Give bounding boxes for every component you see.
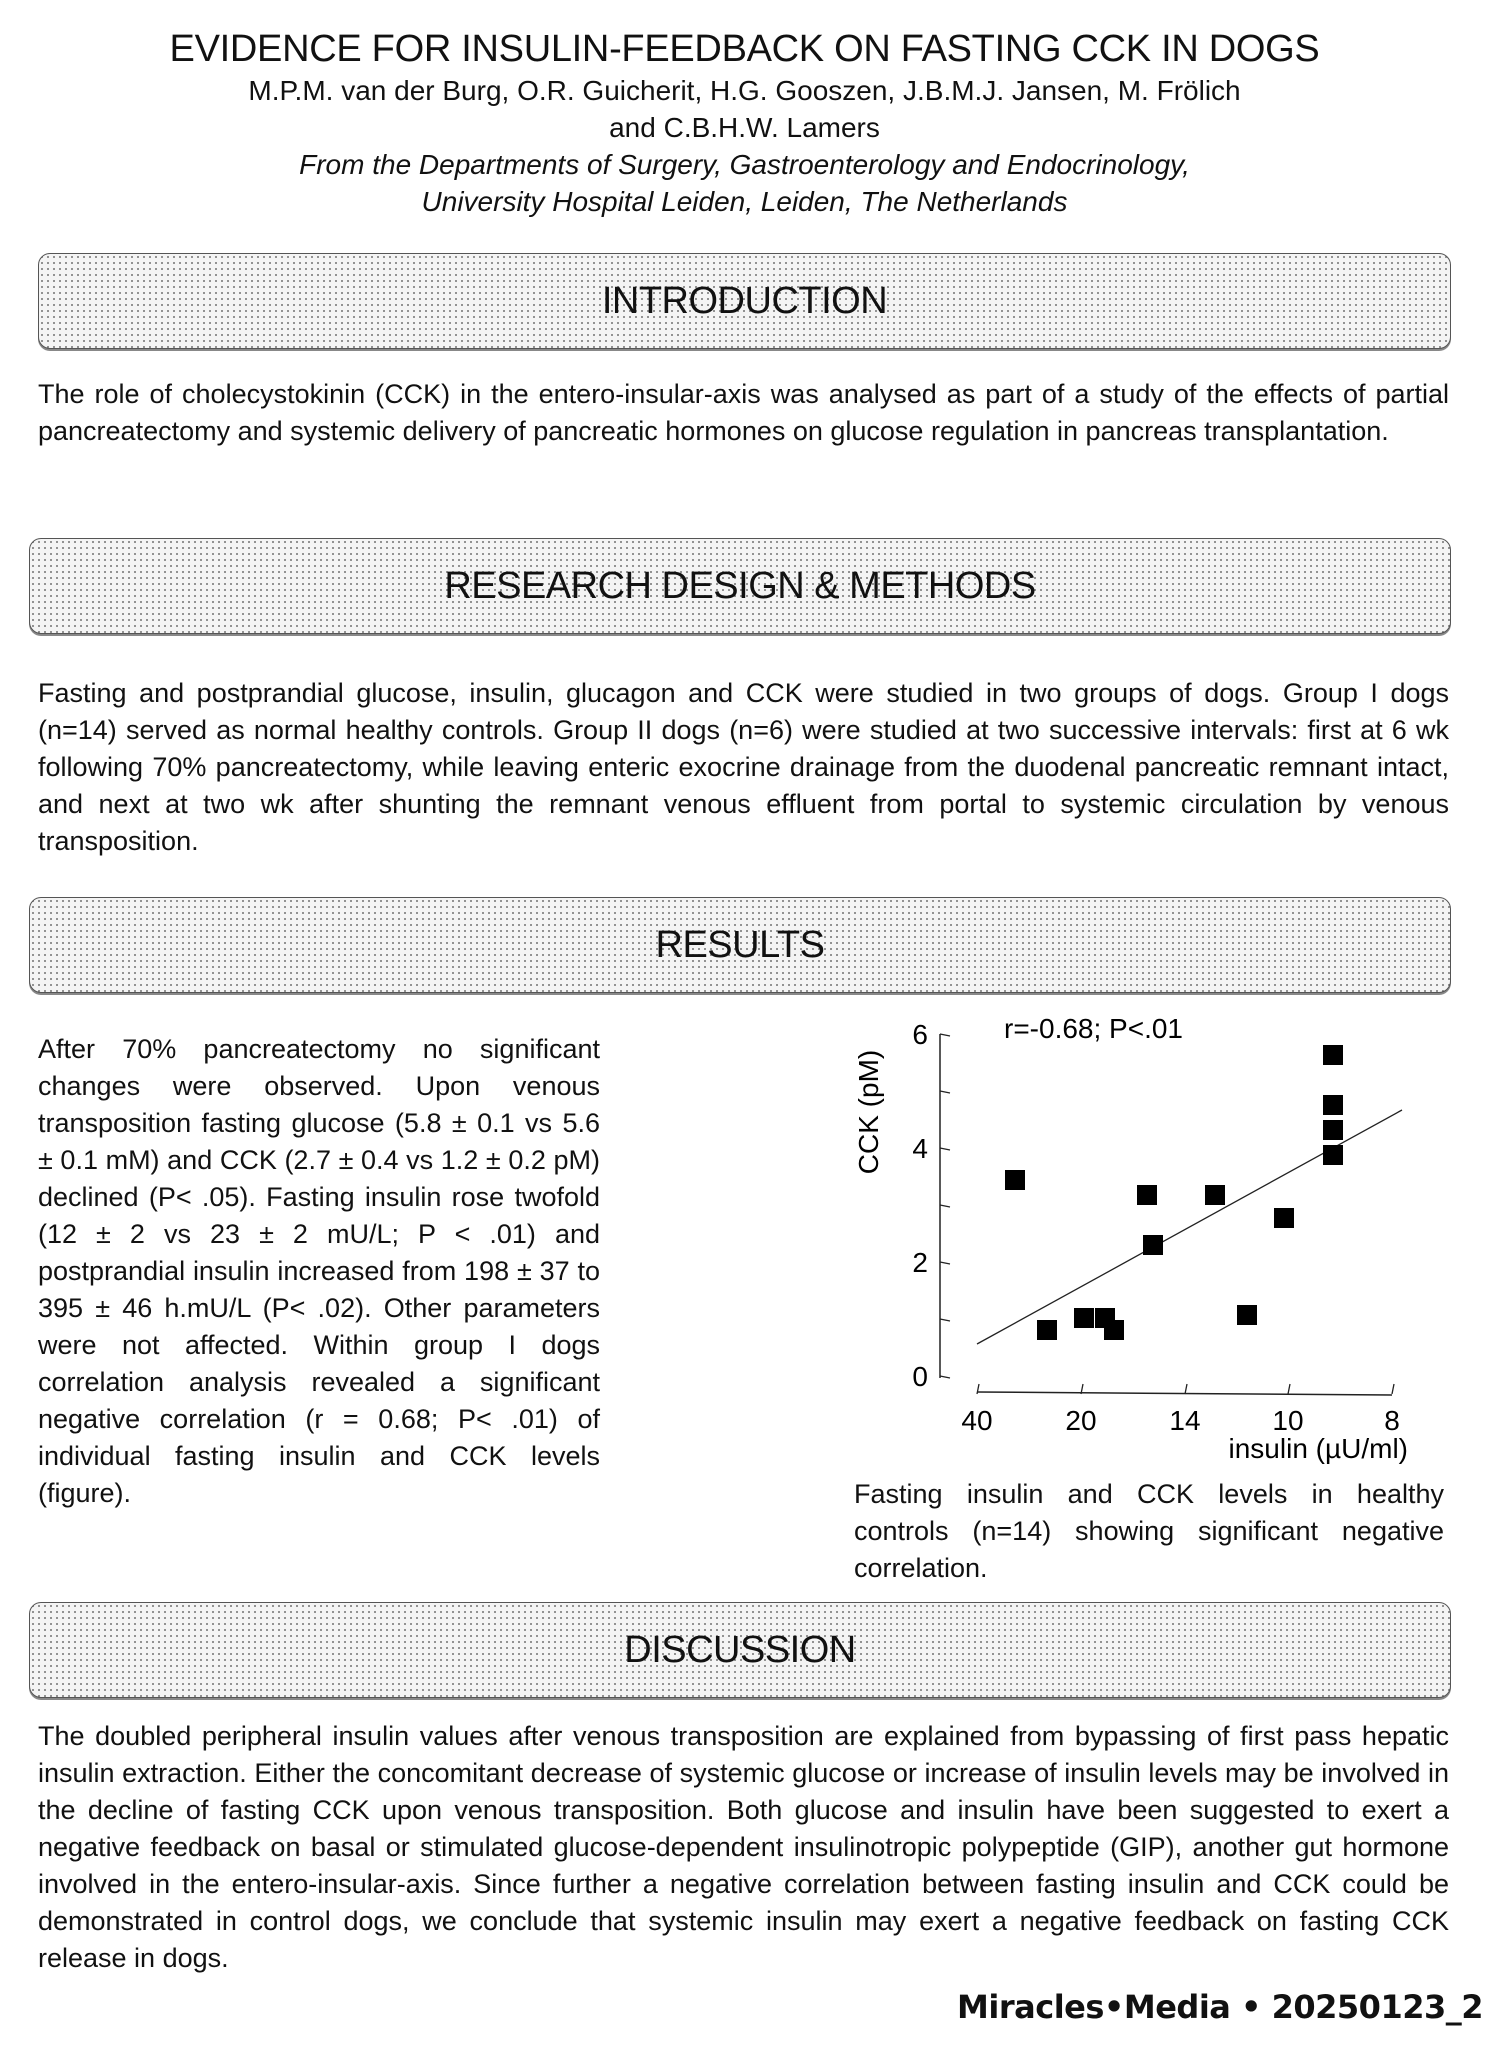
data-point-square [1323,1045,1343,1065]
y-tick-label: 4 [912,1133,928,1164]
discussion-text: The doubled peripheral insulin values after venous transposition are explained from bypassing of first pass hepatic insulin extraction. Either the concomitant decrease of systemic glucose or increase of insulin levels may be involved in the decline of fasting CCK upon venous transposition. Both glucose and insulin have been suggested to exert a negative feedback on basal or stimulated glucose-dependent insulinotropic polypeptide (GIP), another gut hormone involved in the entero-insular-axis. Since further a negative correlation between fasting insulin and CCK could be demonstrated in control dogs, we conclude that systemic insulin may exert a negative feedback on fasting CCK release in dogs. [38,1721,1449,1973]
x-tick [1288,1384,1290,1394]
x-axis-label: insulin (µU/ml) [1228,1433,1408,1464]
watermark: Miracles•Media • 20250123_2 [957,1988,1483,2026]
introduction-text: The role of cholecystokinin (CCK) in the entero-insular-axis was analysed as part of a study of the effects of partial pancreatectomy and systemic delivery of pancreatic hormones on glucose regulation in pancreas transplantation. [38,379,1449,446]
y-tick-label: 2 [912,1247,928,1278]
y-tick [940,1034,950,1036]
y-tick-label: 6 [912,1019,928,1050]
poster-title: EVIDENCE FOR INSULIN-FEEDBACK ON FASTING CCK IN DOGS [169,28,1320,70]
results-banner [29,897,1451,993]
x-tick-label: 14 [1169,1405,1201,1436]
x-tick-label: 40 [961,1405,993,1436]
introduction-banner [38,253,1451,349]
y-tick [940,1262,950,1264]
data-point-square [1323,1095,1343,1115]
figure-caption: Fasting insulin and CCK levels in healthy controls (n=14) showing significant negative correlation. [854,1479,1444,1583]
y-tick [940,1376,950,1378]
y-minor-tick [940,1091,950,1093]
authors-line-1: M.P.M. van der Burg, O.R. Guicherit, H.G. Gooszen, J.B.M.J. Jansen, M. Frölich [248,75,1241,106]
affiliation-line-2: University Hospital Leiden, Leiden, The Netherlands [421,186,1068,217]
x-tick [1392,1384,1394,1394]
y-axis-label: CCK (pM) [853,1049,884,1175]
y-tick-label: 0 [912,1361,928,1392]
x-tick-label: 10 [1272,1405,1304,1436]
discussion-banner [29,1602,1451,1698]
data-point-square [1005,1170,1025,1190]
y-axis-ticks [912,1019,950,1392]
scatter-chart [840,1000,1460,1470]
poster-header [0,26,1489,220]
x-tick [1185,1384,1187,1394]
data-point-square [1074,1308,1094,1328]
scatter-plot-svg [840,1000,1460,1470]
y-minor-tick [940,1319,950,1321]
x-tick-label: 20 [1065,1405,1097,1436]
x-tick-label: 8 [1384,1405,1400,1436]
data-point-square [1323,1145,1343,1165]
affiliation-line-1: From the Departments of Surgery, Gastroenterology and Endocrinology, [299,149,1190,180]
discussion-heading: DISCUSSION [624,1628,856,1671]
results-heading: RESULTS [655,923,825,966]
y-minor-tick [940,1205,950,1207]
data-point-square [1037,1320,1057,1340]
data-point-square [1237,1305,1257,1325]
results-text: After 70% pancreatectomy no significant changes were observed. Upon venous transposition fasting glucose (5.8 ± 0.1 vs 5.6 ± 0.1 mM) and CCK (2.7 ± 0.4 vs 1.2 ± 0.2 pM) declined (P< .05). Fasting insulin rose twofold (12 ± 2 vs 23 ± 2 mU/L; P < .01) and postprandial insulin increased from 198 ± 37 to 395 ± 46 h.mU/L (P< .02). Other parameters were not affected. Within group I dogs correlation analysis revealed a significant negative correlation (r = 0.68; P< .01) of individual fasting insulin and CCK levels (figure). [38,1034,600,1508]
methods-text: Fasting and postprandial glucose, insulin, glucagon and CCK were studied in two groups of dogs. Group I dogs (n=14) served as normal healthy controls. Group II dogs (n=6) were studied at two successive intervals: first at 6 wk following 70% pancreatectomy, while leaving enteric exocrine drainage from the duodenal pancreatic remnant intact, and next at two wk after shunting the remnant venous effluent from portal to systemic circulation by venous transposition. [38,678,1449,856]
data-point-square [1274,1208,1294,1228]
data-point-square [1137,1185,1157,1205]
y-tick [940,1148,950,1150]
data-points [1005,1045,1343,1340]
data-point-square [1323,1120,1343,1140]
introduction-heading: INTRODUCTION [601,279,888,322]
data-point-square [1205,1185,1225,1205]
correlation-annotation: r=-0.68; P<.01 [1004,1013,1184,1044]
data-point-square [1104,1320,1124,1340]
data-point-square [1143,1235,1163,1255]
authors-line-2: and C.B.H.W. Lamers [609,112,880,143]
methods-heading: RESEARCH DESIGN & METHODS [444,564,1036,607]
methods-banner [29,538,1451,634]
